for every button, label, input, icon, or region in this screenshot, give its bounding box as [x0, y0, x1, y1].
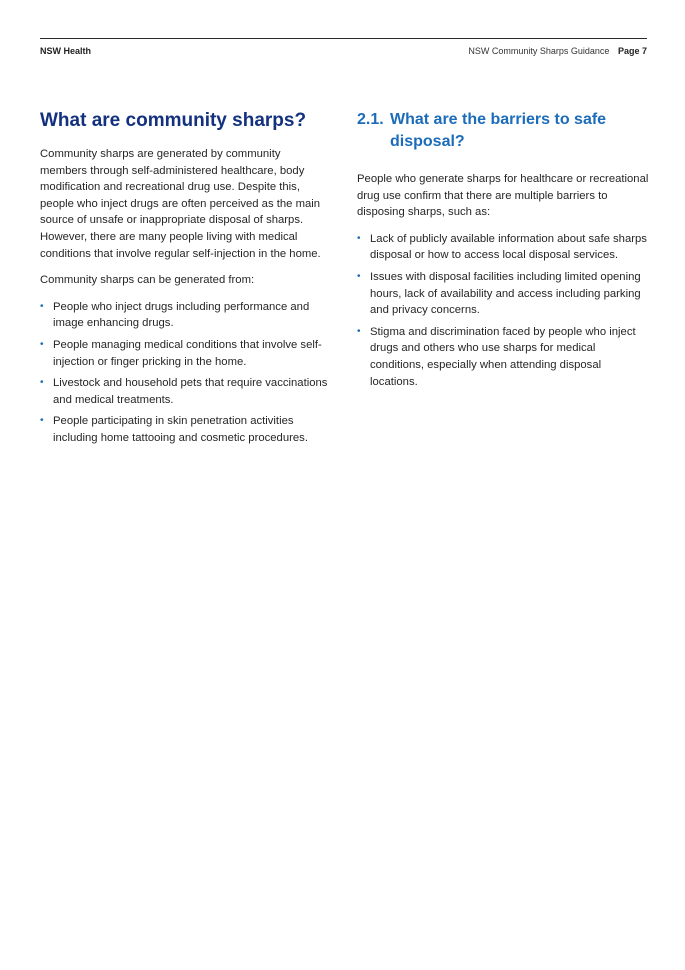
list-item	[357, 324, 649, 390]
list-item-text: Lack of publicly available information about safe sharps disposal or how to access local disposal services.	[370, 232, 647, 262]
page-number: Page 7	[617, 46, 647, 56]
barriers-intro-paragraph: People who generate sharps for healthcare or recreational drug use confirm that there are multiple barriers to disposing sharps, such as:	[357, 173, 649, 219]
subsection-title-text: What are the barriers to safe disposal?	[390, 111, 607, 150]
bullet-icon: •	[357, 325, 361, 337]
sources-list	[40, 299, 330, 447]
bullet-icon: •	[40, 338, 44, 350]
list-item	[357, 231, 649, 264]
list-item	[40, 375, 330, 408]
list-item-text: People who inject drugs including performance and image enhancing drugs.	[53, 300, 310, 330]
left-column	[40, 108, 330, 452]
running-header	[468, 46, 647, 56]
barriers-list	[357, 231, 649, 390]
intro-paragraph: Community sharps are generated by community members through self-administered healthcare, body modification and recreational drug use. Despite this, people who inject drugs are often perceived as the main source of unsafe or inappropriate disposal of sharps. However, there are many people living with medical conditions that involve regular self-injection in the home.	[40, 148, 321, 260]
header-rule	[40, 38, 647, 39]
list-item	[40, 299, 330, 332]
right-column	[357, 109, 649, 395]
bullet-icon: •	[40, 415, 44, 427]
list-item-text: Stigma and discrimination faced by people who inject drugs and others who use sharps for medical conditions, especially when attending disposal locations.	[370, 325, 636, 388]
bullet-icon: •	[40, 377, 44, 389]
section-title: What are community sharps?	[40, 110, 307, 131]
list-item	[357, 269, 649, 319]
header-org: NSW Health	[40, 46, 92, 56]
bullet-icon: •	[357, 270, 361, 282]
bullet-icon: •	[40, 300, 44, 312]
list-item-text: People managing medical conditions that involve self-injection or finger pricking in the home.	[53, 338, 322, 368]
header-doc-title: NSW Community Sharps Guidance	[468, 46, 610, 56]
subsection-number: 2.1.	[357, 111, 384, 128]
list-item	[40, 413, 330, 446]
list-item-text: People participating in skin penetration activities including home tattooing and cosmetic procedures.	[53, 415, 308, 444]
lead-in-paragraph: Community sharps can be generated from:	[40, 274, 255, 287]
list-item-text: Livestock and household pets that require vaccinations and medical treatments.	[53, 377, 328, 406]
subsection-title	[357, 109, 649, 153]
list-item-text: Issues with disposal facilities including limited opening hours, lack of availability and access including parking and privacy concerns.	[370, 270, 641, 317]
list-item	[40, 337, 330, 370]
bullet-icon: •	[357, 232, 361, 244]
